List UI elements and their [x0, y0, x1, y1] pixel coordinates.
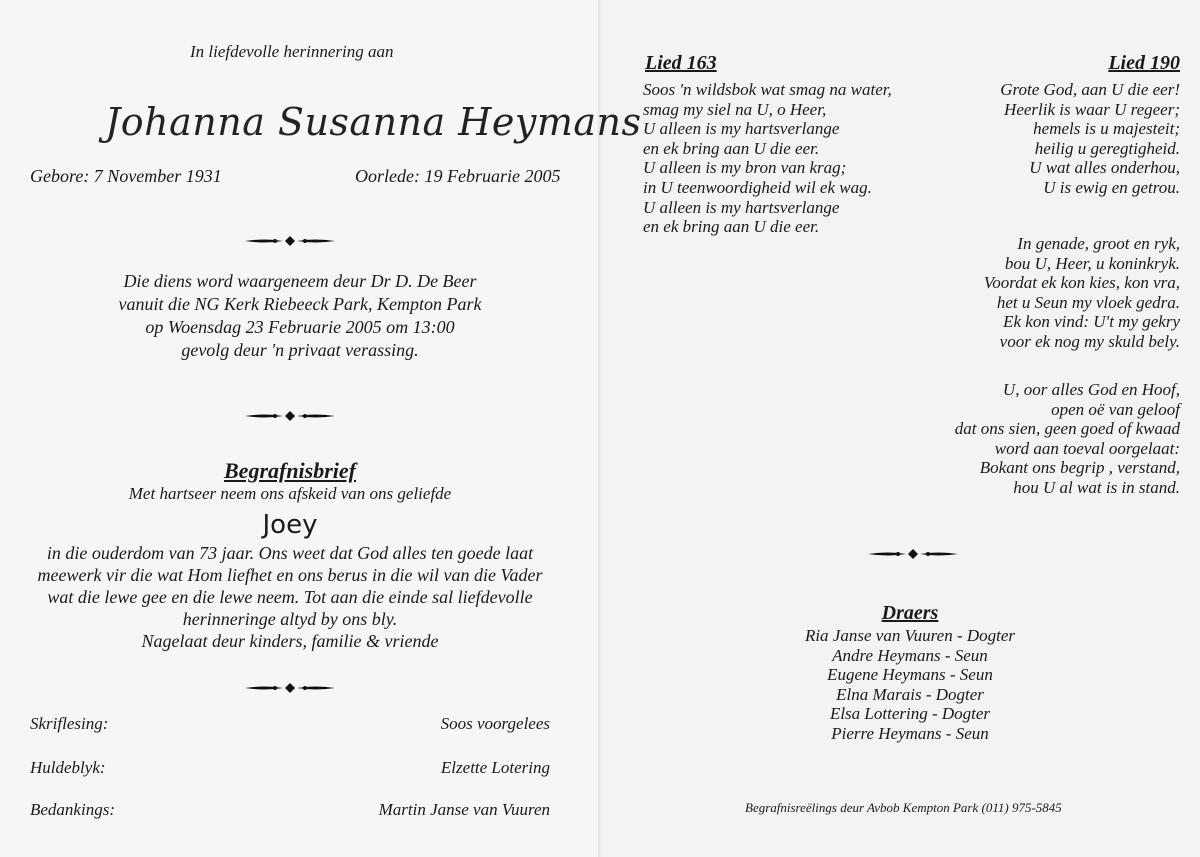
- bearers-heading: Draers: [881, 602, 939, 624]
- letter-heading: Begrafnisbrief: [224, 458, 356, 483]
- lyric-line: U alleen is my hartsverlange: [643, 197, 840, 217]
- lyric-line: smag my siel na U, o Heer,: [643, 99, 827, 119]
- ornament-divider: [868, 548, 958, 560]
- lyric-line: in U teenwoordigheid wil ek wag.: [643, 177, 872, 197]
- nickname: Joey: [262, 510, 318, 540]
- bearer-item: Ria Janse van Vuuren - Dogter: [804, 626, 1016, 645]
- death-date: Oorlede: 19 Februarie 2005: [355, 166, 561, 186]
- service-line: vanuit die NG Kerk Riebeeck Park, Kempton Park: [118, 294, 482, 314]
- song2-verse3: [900, 380, 1180, 498]
- lyric-line: In genade, groot en ryk,: [1017, 234, 1180, 253]
- letter-line: meewerk vir die wat Hom liefhet en ons berus in die wil van die Vader: [37, 565, 543, 585]
- letter-intro: Met hartseer neem ons afskeid van ons geliefde: [128, 484, 452, 503]
- service-details: [0, 270, 600, 362]
- lyric-line: word aan toeval oorgelaat:: [994, 438, 1180, 458]
- bearers-list: [760, 626, 1060, 744]
- song2-title: Lied 190: [1108, 52, 1180, 74]
- song1-title: Lied 163: [645, 52, 717, 74]
- service-line: op Woensdag 23 Februarie 2005 om 13:00: [145, 317, 455, 337]
- lyric-line: U wat alles onderhou,: [1029, 158, 1180, 178]
- lyric-line: bou U, Heer, u koninkryk.: [1004, 253, 1180, 273]
- birth-date: Gebore: 7 November 1931: [30, 166, 222, 186]
- letter-line: wat die lewe gee en die lewe neem. Tot aan die einde sal liefdevolle: [47, 587, 533, 607]
- program-label-thanks: Bedankings:: [30, 800, 115, 819]
- song1-lyrics: [643, 78, 892, 237]
- lyric-line: hou U al wat is in stand.: [1013, 477, 1180, 497]
- lyric-line: en ek bring aan U die eer.: [643, 138, 820, 158]
- deceased-name: Johanna Susanna Heymans: [105, 100, 642, 144]
- lyric-line: Bokant ons begrip , verstand,: [979, 458, 1180, 478]
- ornament-divider: [245, 682, 335, 694]
- program-label-tribute: Huldeblyk:: [30, 758, 106, 777]
- letter-body: [0, 542, 580, 652]
- bearer-item: Eugene Heymans - Seun: [827, 665, 993, 685]
- program-value-tribute: Elzette Lotering: [440, 758, 550, 777]
- lyric-line: open oë van geloof: [1051, 399, 1180, 419]
- lyric-line: voor ek nog my skuld bely.: [999, 331, 1180, 351]
- bearer-item: Pierre Heymans - Seun: [831, 723, 989, 743]
- lyric-line: heilig u geregtigheid.: [1034, 138, 1180, 158]
- song2-verse1: [900, 80, 1180, 198]
- lyric-line: U is ewig en getrou.: [1043, 177, 1180, 197]
- letter-line: in die ouderdom van 73 jaar. Ons weet dat God alles ten goede laat: [46, 543, 534, 563]
- program-value-thanks: Martin Janse van Vuuren: [378, 800, 550, 819]
- ornament-divider: [245, 235, 335, 247]
- lyric-line: U, oor alles God en Hoof,: [1002, 380, 1180, 399]
- lyric-line: Voordat ek kon kies, kon vra,: [983, 273, 1180, 293]
- service-line: Die diens word waargeneem deur Dr D. De Beer: [123, 271, 477, 291]
- memorial-intro: In liefdevolle herinnering aan: [190, 42, 394, 61]
- program-label-scripture: Skriflesing:: [30, 714, 109, 733]
- lyric-line: Soos 'n wildsbok wat smag na water,: [643, 80, 892, 99]
- letter-line: herinneringe altyd by ons bly.: [182, 609, 398, 629]
- letter-line: Nagelaat deur kinders, familie & vriende: [141, 631, 439, 651]
- lyric-line: dat ons sien, geen goed of kwaad: [954, 419, 1180, 439]
- lyric-line: Ek kon vind: U't my gekry: [1003, 312, 1180, 332]
- lyric-line: Grote God, aan U die eer!: [1000, 80, 1180, 99]
- lyric-line: hemels is u majesteit;: [1033, 119, 1180, 139]
- bearer-item: Elna Marais - Dogter: [836, 684, 984, 704]
- lyric-line: U alleen is my hartsverlange: [643, 119, 840, 139]
- lyric-line: Heerlik is waar U regeer;: [1004, 99, 1180, 119]
- song2-verse2: [900, 234, 1180, 352]
- lyric-line: U alleen is my bron van krag;: [643, 158, 847, 178]
- ornament-divider: [245, 410, 335, 422]
- service-line: gevolg deur 'n privaat verassing.: [181, 340, 419, 360]
- lyric-line: en ek bring aan U die eer.: [643, 217, 820, 237]
- bearer-item: Elsa Lottering - Dogter: [829, 704, 991, 724]
- lyric-line: het u Seun my vloek gedra.: [996, 292, 1180, 312]
- funeral-director-footer: Begrafnisreëlings deur Avbob Kempton Park (011) 975-5845: [745, 800, 1062, 815]
- bearer-item: Andre Heymans - Seun: [832, 645, 988, 665]
- program-value-scripture: Soos voorgelees: [440, 714, 550, 733]
